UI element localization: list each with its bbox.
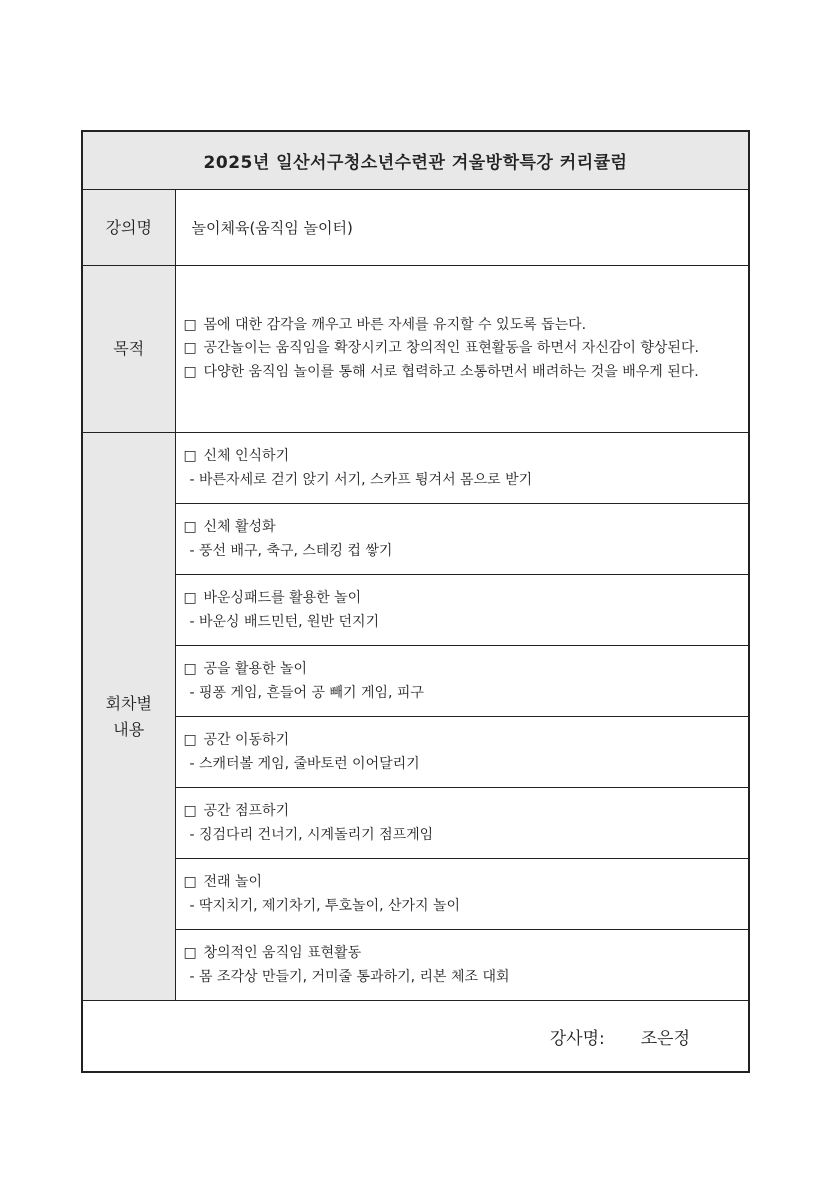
sessions-label — [82, 433, 175, 1001]
checkbox-icon: □ — [183, 945, 197, 961]
session-title: 공간 점프하기 — [203, 803, 290, 819]
goal-item — [184, 337, 733, 361]
session-detail: - 풍선 배구, 축구, 스테킹 컵 쌓기 — [189, 543, 393, 559]
session-item — [175, 504, 749, 575]
session-detail: - 바운싱 배드민턴, 원반 던지기 — [189, 614, 380, 630]
goal-text: 다양한 움직임 놀이를 통해 서로 협력하고 소통하면서 배려하는 것을 배우게 된다. — [203, 363, 699, 380]
instructor-name: 조은정 — [640, 1028, 690, 1049]
session-row — [82, 575, 749, 646]
footer-row — [82, 1001, 749, 1073]
session-item — [175, 646, 749, 717]
sessions-label-line2: 내용 — [113, 719, 145, 739]
session-item — [175, 575, 749, 646]
goal-item — [184, 314, 733, 338]
instructor-cell — [82, 1001, 749, 1073]
session-title: 창의적인 움직임 표현활동 — [203, 945, 362, 961]
session-item — [175, 433, 749, 504]
checkbox-icon: □ — [183, 732, 197, 748]
course-label: 강의명 — [82, 190, 175, 266]
checkbox-icon: □ — [183, 803, 197, 819]
session-row — [82, 930, 749, 1001]
session-title: 신체 활성화 — [203, 519, 276, 535]
session-row — [82, 433, 749, 504]
checkbox-icon: □ — [183, 874, 197, 890]
session-detail: - 몸 조각상 만들기, 거미줄 통과하기, 리본 체조 대회 — [189, 969, 510, 985]
goal-row — [82, 266, 749, 433]
title-row — [82, 131, 749, 190]
session-detail: - 징검다리 건너기, 시계돌리기 점프게임 — [189, 827, 434, 843]
goal-item — [184, 361, 733, 385]
session-detail: - 바른자세로 걷기 앉기 서기, 스카프 튕겨서 몸으로 받기 — [189, 472, 533, 488]
session-title: 신체 인식하기 — [203, 448, 290, 464]
curriculum-table — [81, 130, 750, 1073]
session-detail: - 스캐터볼 게임, 줄바토런 이어달리기 — [189, 756, 420, 772]
session-row — [82, 504, 749, 575]
checkbox-icon: □ — [183, 363, 197, 380]
checkbox-icon: □ — [183, 590, 197, 606]
session-title: 바운싱패드를 활용한 놀이 — [203, 590, 362, 606]
session-item — [175, 930, 749, 1001]
goal-text: 공간놀이는 움직임을 확장시키고 창의적인 표현활동을 하면서 자신감이 향상된다. — [203, 340, 699, 357]
goal-list — [175, 266, 749, 433]
checkbox-icon: □ — [183, 661, 197, 677]
course-value: 놀이체육(움직임 놀이터) — [175, 190, 749, 266]
session-detail: - 핑퐁 게임, 흔들어 공 빼기 게임, 피구 — [189, 685, 424, 701]
sessions-label-line1: 회차별 — [105, 693, 152, 713]
session-item — [175, 859, 749, 930]
goal-label: 목적 — [82, 266, 175, 433]
goal-text: 몸에 대한 감각을 깨우고 바른 자세를 유지할 수 있도록 돕는다. — [203, 316, 587, 333]
course-row — [82, 190, 749, 266]
session-detail: - 딱지치기, 제기차기, 투호놀이, 산가지 놀이 — [189, 898, 461, 914]
session-row — [82, 788, 749, 859]
session-row — [82, 717, 749, 788]
session-row — [82, 859, 749, 930]
checkbox-icon: □ — [183, 519, 197, 535]
checkbox-icon: □ — [183, 340, 197, 357]
session-title: 전래 놀이 — [203, 874, 263, 890]
checkbox-icon: □ — [183, 448, 197, 464]
session-title: 공을 활용한 놀이 — [203, 661, 308, 677]
session-row — [82, 646, 749, 717]
document-title: 2025년 일산서구청소년수련관 겨울방학특강 커리큘럼 — [82, 131, 749, 190]
checkbox-icon: □ — [183, 316, 197, 333]
instructor-label: 강사명: — [549, 1028, 605, 1049]
session-item — [175, 788, 749, 859]
session-item — [175, 717, 749, 788]
session-title: 공간 이동하기 — [203, 732, 290, 748]
